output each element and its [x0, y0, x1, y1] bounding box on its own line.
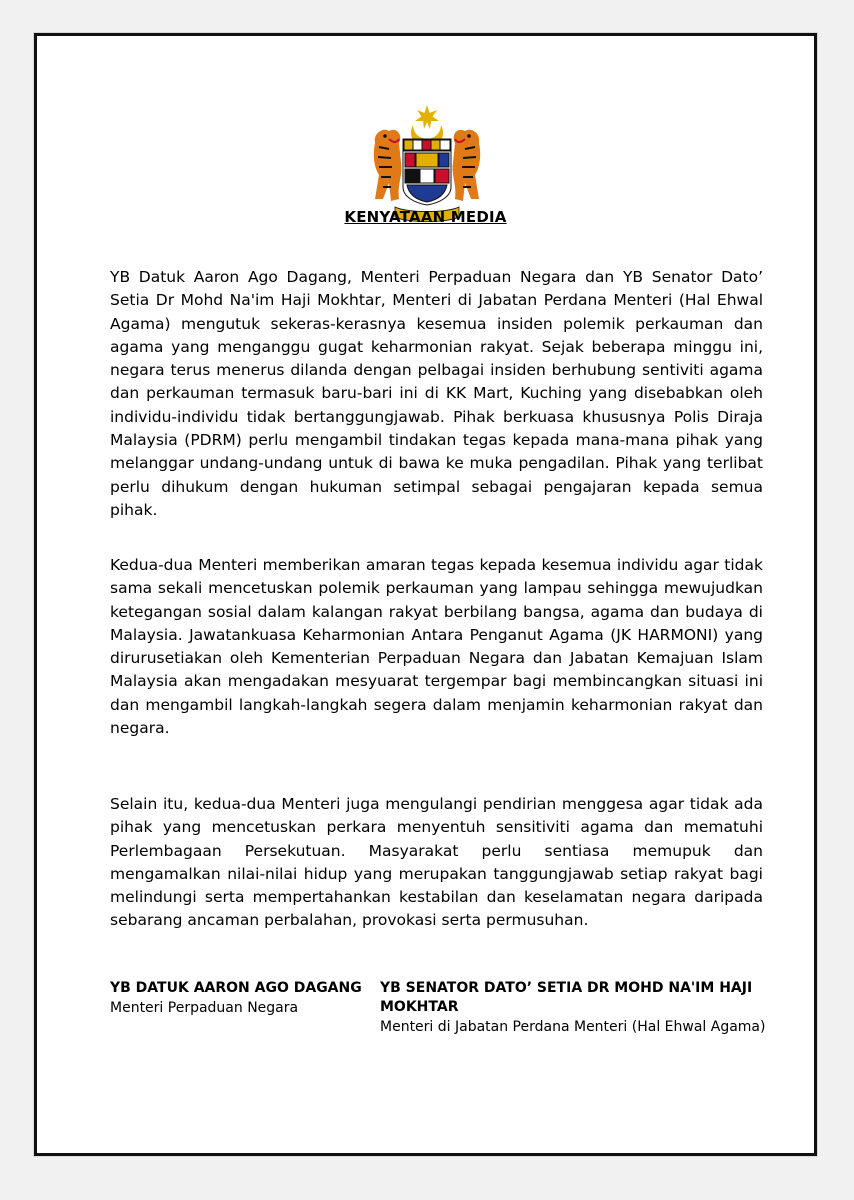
page-title: KENYATAAN MEDIA — [344, 208, 507, 226]
paragraph-2: Kedua-dua Menteri memberikan amaran tegas kepada kesemua individu agar tidak sama sekali mencetuskan polemik perkauman yang lampau sehingga mewujudkan ketegangan sosial dalam kalangan rakyat berbilang bangsa, agama dan budaya di Malaysia. Jawatankuasa Keharmonian Antara Penganut Agama (JK HARMONI) yang dirurusetiakan oleh Kementerian Perpaduan Negara dan Jabatan Kemajuan Islam Malaysia akan mengadakan mesyuarat tergempar bagi membincangkan situasi ini dan mengambil langkah-langkah segera dalam menjamin keharmonian rakyat dan negara. — [110, 556, 763, 738]
document-page — [34, 33, 817, 1156]
signatory-role: Menteri di Jabatan Perdana Menteri (Hal Ehwal Agama) — [380, 1019, 766, 1035]
signatory-role: Menteri Perpaduan Negara — [110, 1000, 299, 1016]
signature-block-left — [110, 979, 375, 1018]
signatory-name: YB DATUK AARON AGO DAGANG — [110, 980, 362, 996]
signature-block-right — [380, 979, 780, 1037]
paragraph-3: Selain itu, kedua-dua Menteri juga mengulangi pendirian menggesa agar tidak ada pihak yang mencetuskan perkara menyentuh sensitiviti agama dan mematuhi Perlembagaan Persekutuan. Masyarakat perlu sentiasa memupuk dan mengamalkan nilai-nilai hidup yang merupakan tanggungjawab setiap rakyat bagi melindungi serta mempertahankan kestabilan dan keselamatan negara daripada sebarang ancaman perbalahan, provokasi serta permusuhan. — [110, 795, 763, 930]
signatory-name: YB SENATOR DATO’ SETIA DR MOHD NA'IM HAJI MOKHTAR — [380, 980, 753, 1015]
paragraph-1: YB Datuk Aaron Ago Dagang, Menteri Perpaduan Negara dan YB Senator Dato’ Setia Dr Mohd Na'im Haji Mokhtar, Menteri di Jabatan Perdana Menteri (Hal Ehwal Agama) mengutuk sekeras-kerasnya kesemua insiden polemik perkauman dan agama yang menganggu gugat keharmonian rakyat. Sejak beberapa minggu ini, negara terus menerus dilanda dengan pelbagai insiden berhubung sentiviti agama dan perkauman termasuk baru-bari ini di KK Mart, Kuching yang disebabkan oleh individu-individu tidak bertanggungjawab. Pihak berkuasa khususnya Polis Diraja Malaysia (PDRM) perlu mengambil tindakan tegas kepada mana-mana pihak yang melanggar undang-undang untuk di bawa ke muka pengadilan. Pihak yang terlibat perlu dihukum dengan hukuman setimpal sebagai pengajaran kepada semua pihak. — [110, 268, 763, 519]
